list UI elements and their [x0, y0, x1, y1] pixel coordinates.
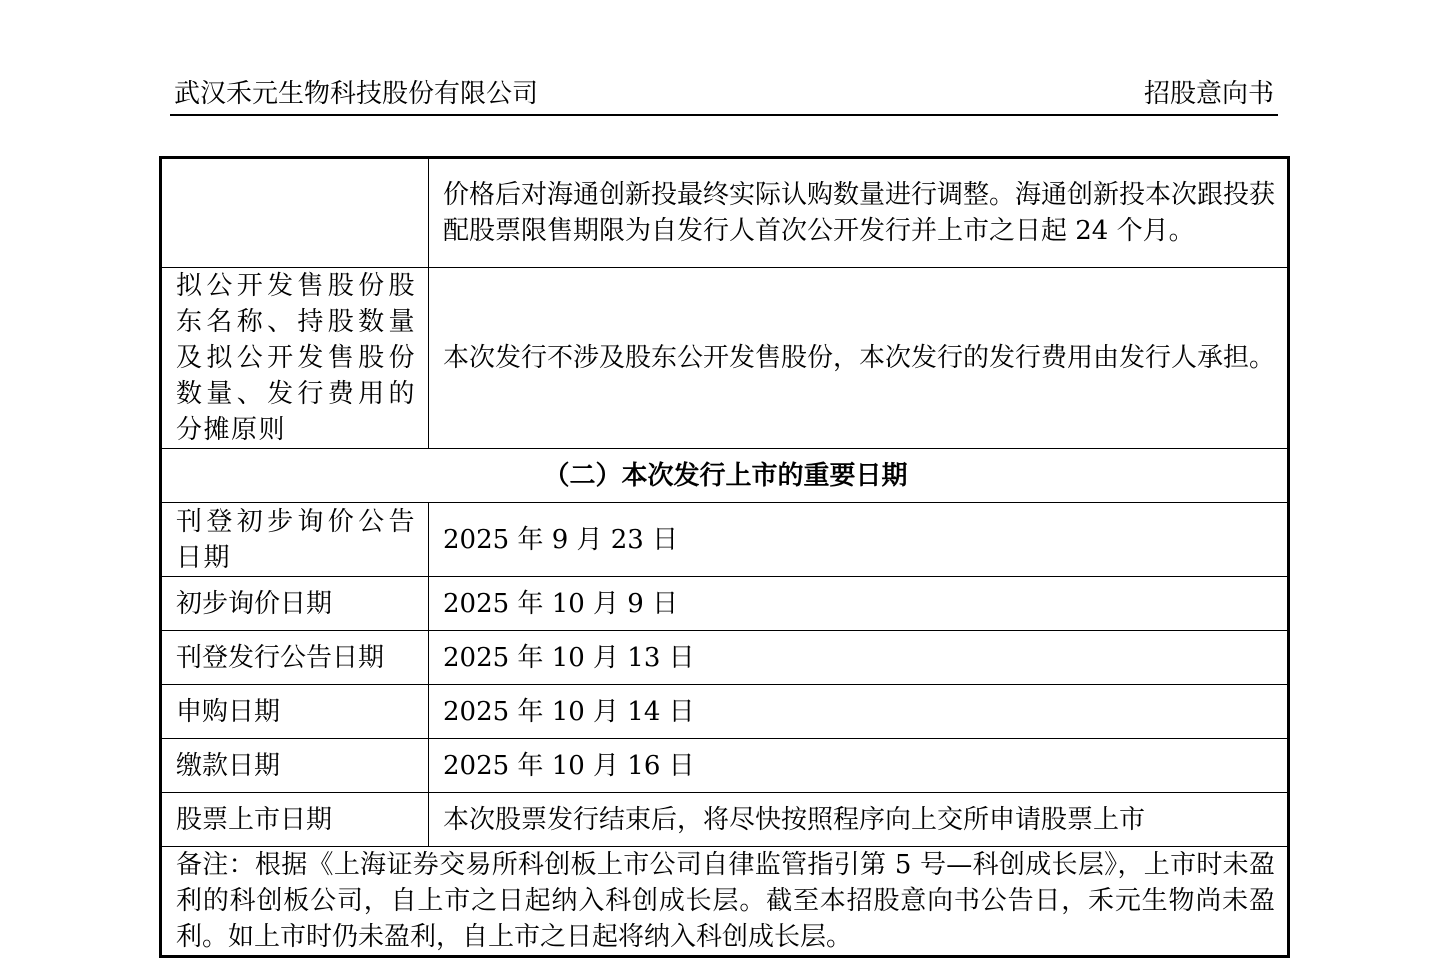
section-title: （二）本次发行上市的重要日期 [161, 449, 1289, 503]
company-name: 武汉禾元生物科技股份有限公司 [174, 79, 539, 109]
date-label: 刊登发行公告日期 [161, 631, 429, 685]
table-row [161, 685, 1289, 739]
date-label: 申购日期 [161, 685, 429, 739]
table-row [161, 158, 1289, 268]
row-label-empty [161, 158, 429, 268]
page-header [170, 74, 1278, 116]
date-value: 2025 年 10 月 9 日 [429, 577, 1289, 631]
date-value: 2025 年 10 月 16 日 [429, 739, 1289, 793]
date-value: 2025 年 10 月 13 日 [429, 631, 1289, 685]
section-row [161, 449, 1289, 503]
row-label-sale: 拟公开发售股份股东名称、持股数量及拟公开发售股份数量、发行费用的分摊原则 [161, 268, 429, 449]
document-type: 招股意向书 [1143, 79, 1274, 109]
offering-info-table [159, 156, 1290, 958]
date-label: 初步询价日期 [161, 577, 429, 631]
date-value: 本次股票发行结束后，将尽快按照程序向上交所申请股票上市 [429, 793, 1289, 847]
table-row [161, 268, 1289, 449]
table-row [161, 739, 1289, 793]
date-label: 刊登初步询价公告日期 [161, 503, 429, 577]
date-value: 2025 年 9 月 23 日 [429, 503, 1289, 577]
date-label: 缴款日期 [161, 739, 429, 793]
note-row [161, 847, 1289, 957]
lockup-text: 价格后对海通创新投最终实际认购数量进行调整。海通创新投本次跟投获配股票限售期限为自发行人首次公开发行并上市之日起 24 个月。 [429, 158, 1289, 268]
table-row [161, 577, 1289, 631]
table-row [161, 631, 1289, 685]
row-value-sale: 本次发行不涉及股东公开发售股份，本次发行的发行费用由发行人承担。 [429, 268, 1289, 449]
table-row [161, 503, 1289, 577]
note-text: 备注：根据《上海证券交易所科创板上市公司自律监管指引第 5 号—科创成长层》，上市时未盈利的科创板公司，自上市之日起纳入科创成长层。截至本招股意向书公告日，禾元生物尚未盈利。如上市时仍未盈利，自上市之日起将纳入科创成长层。 [161, 847, 1289, 957]
date-value: 2025 年 10 月 14 日 [429, 685, 1289, 739]
table-row [161, 793, 1289, 847]
date-label: 股票上市日期 [161, 793, 429, 847]
